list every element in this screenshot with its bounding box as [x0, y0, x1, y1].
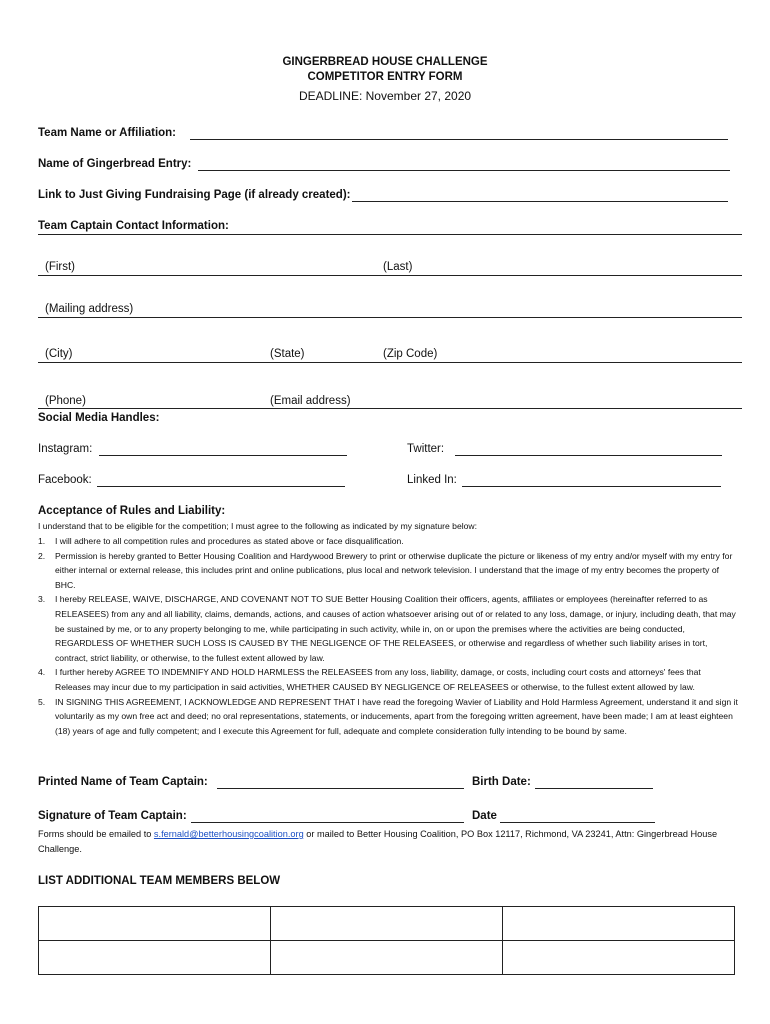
member-cell[interactable]	[39, 907, 271, 941]
mailing-address-field[interactable]	[38, 317, 742, 318]
members-table	[38, 906, 735, 975]
linkedin-field[interactable]	[462, 486, 721, 487]
zip-label: (Zip Code)	[383, 348, 438, 360]
member-cell[interactable]	[503, 941, 735, 975]
mailing-address-label: (Mailing address)	[45, 303, 134, 315]
rules-intro: I understand that to be eligible for the competition; I must agree to the following as indicated by my signature below:	[38, 521, 478, 531]
member-cell[interactable]	[271, 907, 503, 941]
submission-note: Forms should be emailed to s.fernald@betterhousingcoalition.org or mailed to Better Housing Coalition, PO Box 12117, Richmond, VA 23241, Attn: Gingerbread House Challenge.	[38, 829, 718, 854]
state-label: (State)	[270, 348, 305, 360]
members-heading: LIST ADDITIONAL TEAM MEMBERS BELOW	[38, 875, 281, 887]
rules-list	[38, 534, 738, 738]
printed-name-field[interactable]	[217, 788, 464, 789]
twitter-label: Twitter:	[407, 443, 445, 455]
fundraising-link-field[interactable]	[352, 201, 728, 202]
first-name-label: (First)	[45, 261, 76, 273]
signature-label: Signature of Team Captain:	[38, 810, 187, 822]
rules-heading: Acceptance of Rules and Liability:	[38, 505, 226, 517]
team-name-field[interactable]	[190, 139, 728, 140]
rule-item: 5. IN SIGNING THIS AGREEMENT, I ACKNOWLEDGE AND REPRESENT THAT I have read the foregoing Wavier of Liability and Hold Harmless Agreement, understand it and sign it voluntarily as my own free act and deed; no oral representations, statements, or inducements, apart from the foregoing written agreement, have been made; I am at least eighteen (18) years of age and fully competent; and I execute this Agreement for full, adequate and complete consideration fully intending to be bound by same.	[38, 696, 738, 736]
birth-date-label: Birth Date:	[472, 776, 531, 788]
captain-contact-label: Team Captain Contact Information:	[38, 220, 229, 232]
signature-field[interactable]	[191, 822, 464, 823]
captain-contact-rule	[38, 234, 742, 235]
birth-date-field[interactable]	[535, 788, 653, 789]
entry-name-label: Name of Gingerbread Entry:	[38, 158, 192, 170]
entry-name-field[interactable]	[198, 170, 730, 171]
deadline: DEADLINE: November 27, 2020	[298, 89, 472, 103]
city-state-zip-field[interactable]	[38, 362, 742, 363]
name-field[interactable]	[38, 275, 742, 276]
form-title: GINGERBREAD HOUSE CHALLENGE	[282, 56, 488, 68]
printed-name-label: Printed Name of Team Captain:	[38, 776, 208, 788]
facebook-field[interactable]	[97, 486, 345, 487]
table-row	[39, 907, 735, 941]
email-label: (Email address)	[270, 395, 351, 407]
rule-item: 2. Permission is hereby granted to Better Housing Coalition and Hardywood Brewery to print or otherwise duplicate the picture or likeness of my entry and/or myself with my entry for either internal or external release, this includes print and online publications, plus local and network television. I understand that the image of my entry becomes the property of BHC.	[38, 550, 733, 590]
linkedin-label: Linked In:	[407, 474, 457, 486]
instagram-field[interactable]	[99, 455, 347, 456]
date-label: Date	[472, 810, 497, 822]
member-cell[interactable]	[503, 907, 735, 941]
date-field[interactable]	[500, 822, 655, 823]
phone-label: (Phone)	[45, 395, 86, 407]
instagram-label: Instagram:	[38, 443, 93, 455]
social-heading: Social Media Handles:	[38, 412, 160, 424]
form-subtitle: COMPETITOR ENTRY FORM	[307, 71, 463, 83]
facebook-label: Facebook:	[38, 474, 92, 486]
fundraising-link-label: Link to Just Giving Fundraising Page (if already created):	[38, 189, 351, 201]
city-label: (City)	[45, 348, 73, 360]
rule-item: 1. I will adhere to all competition rules and procedures as stated above or face disqualification.	[38, 536, 404, 546]
last-name-label: (Last)	[383, 261, 413, 273]
team-name-label: Team Name or Affiliation:	[38, 127, 177, 139]
phone-email-field[interactable]	[38, 408, 742, 409]
table-row	[39, 941, 735, 975]
twitter-field[interactable]	[455, 455, 722, 456]
member-cell[interactable]	[271, 941, 503, 975]
member-cell[interactable]	[39, 941, 271, 975]
rule-item: 4. I further hereby AGREE TO INDEMNIFY AND HOLD HARMLESS the RELEASEES from any loss, liability, damage, or costs, including court costs and attorneys' fees that Releases may incur due to my participation in said activities, WHETHER CAUSED BY NEGLIGENCE OF RELEASEES or otherwise, to the fullest extent allowed by law.	[38, 667, 701, 692]
email-link[interactable]: s.fernald@betterhousingcoalition.org	[153, 829, 304, 839]
rule-item: 3. I hereby RELEASE, WAIVE, DISCHARGE, AND COVENANT NOT TO SUE Better Housing Coalition their officers, agents, affiliates or employees (hereinafter referred to as RELEASEES) from any and all liability, claims, demands, actions, and causes of action whatsoever arising out of or related to any loss, damage, or injury, including death, that may be sustained by me, or to any property belonging to me, while participating in such activity, while in, on or upon the premises where the activities are being conducted, REGARDLESS OF WHETHER SUCH LOSS IS CAUSED BY THE NEGLIGENCE OF THE RELEASEES, or otherwise and regardless of whether such liability arises in tort, contract, strict liability, or otherwise, to the fullest extent allowed by law.	[38, 594, 736, 663]
